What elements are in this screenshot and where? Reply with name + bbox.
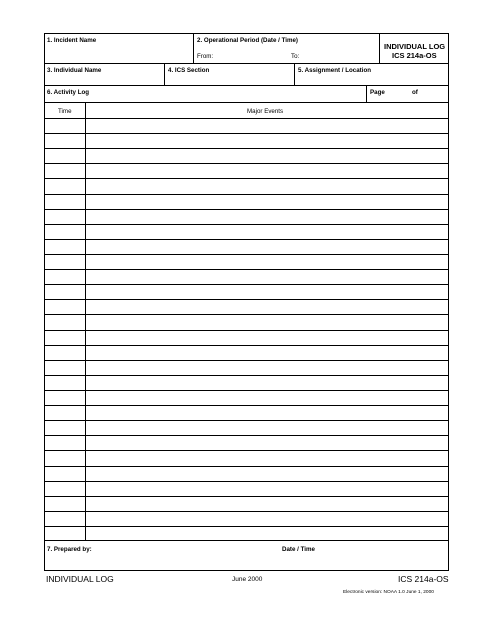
- log-row-line: [45, 148, 448, 149]
- assignment-location-label: 5. Assignment / Location: [298, 67, 371, 74]
- time-column-header: Time: [58, 108, 72, 115]
- log-row-line: [45, 118, 448, 119]
- log-row-line: [45, 284, 448, 285]
- of-label: of: [412, 89, 418, 96]
- electronic-version-note: Electronic version: NOAA 1.0 June 1, 2000: [343, 590, 434, 595]
- activity-log-label: 6. Activity Log: [47, 89, 90, 96]
- log-row-line: [45, 466, 448, 467]
- log-row-line: [45, 299, 448, 300]
- log-row-line: [45, 330, 448, 331]
- log-row-line: [45, 435, 448, 436]
- major-events-column-header: Major Events: [247, 108, 284, 115]
- log-row-line: [45, 194, 448, 195]
- operational-period-label: 2. Operational Period (Date / Time): [197, 37, 298, 44]
- time-column-divider: [85, 102, 86, 540]
- log-row-line: [45, 239, 448, 240]
- date-time-label: Date / Time: [282, 546, 315, 553]
- footer-form-code: ICS 214a-OS: [398, 574, 449, 584]
- activity-log-divider: [44, 102, 449, 103]
- from-label: From:: [197, 53, 214, 60]
- log-row-line: [45, 390, 448, 391]
- footer-date: June 2000: [232, 576, 263, 583]
- log-row-line: [45, 163, 448, 164]
- log-row-line: [45, 375, 448, 376]
- log-row-line: [45, 360, 448, 361]
- prepared-by-label: 7. Prepared by:: [47, 546, 92, 553]
- log-row-line: [45, 450, 448, 451]
- log-row-line: [45, 269, 448, 270]
- log-row-line: [45, 133, 448, 134]
- row3-col-divider-2: [294, 63, 295, 85]
- header-divider-1: [44, 63, 449, 64]
- form-title-line2: ICS 214a-OS: [392, 51, 437, 60]
- ics-section-label: 4. ICS Section: [168, 67, 210, 74]
- header-col-divider-1: [193, 33, 194, 63]
- log-row-line: [45, 420, 448, 421]
- table-bottom-rule: [44, 540, 449, 541]
- log-row-line: [45, 496, 448, 497]
- log-row-line: [45, 405, 448, 406]
- form-title-line1: INDIVIDUAL LOG: [384, 42, 446, 51]
- header-divider-2: [44, 85, 449, 86]
- footer-form-name: INDIVIDUAL LOG: [46, 574, 114, 584]
- incident-name-label: 1. Incident Name: [47, 37, 97, 44]
- log-row-line: [45, 526, 448, 527]
- individual-name-label: 3. Individual Name: [47, 67, 102, 74]
- log-row-line: [45, 511, 448, 512]
- log-row-line: [45, 481, 448, 482]
- page-label: Page: [370, 89, 385, 96]
- log-row-line: [45, 209, 448, 210]
- to-label: To:: [291, 53, 300, 60]
- log-row-line: [45, 314, 448, 315]
- log-row-line: [45, 254, 448, 255]
- page-box-divider: [366, 85, 367, 102]
- header-col-divider-2: [379, 33, 380, 63]
- log-row-line: [45, 345, 448, 346]
- row3-col-divider-1: [164, 63, 165, 85]
- log-row-line: [45, 178, 448, 179]
- log-row-line: [45, 224, 448, 225]
